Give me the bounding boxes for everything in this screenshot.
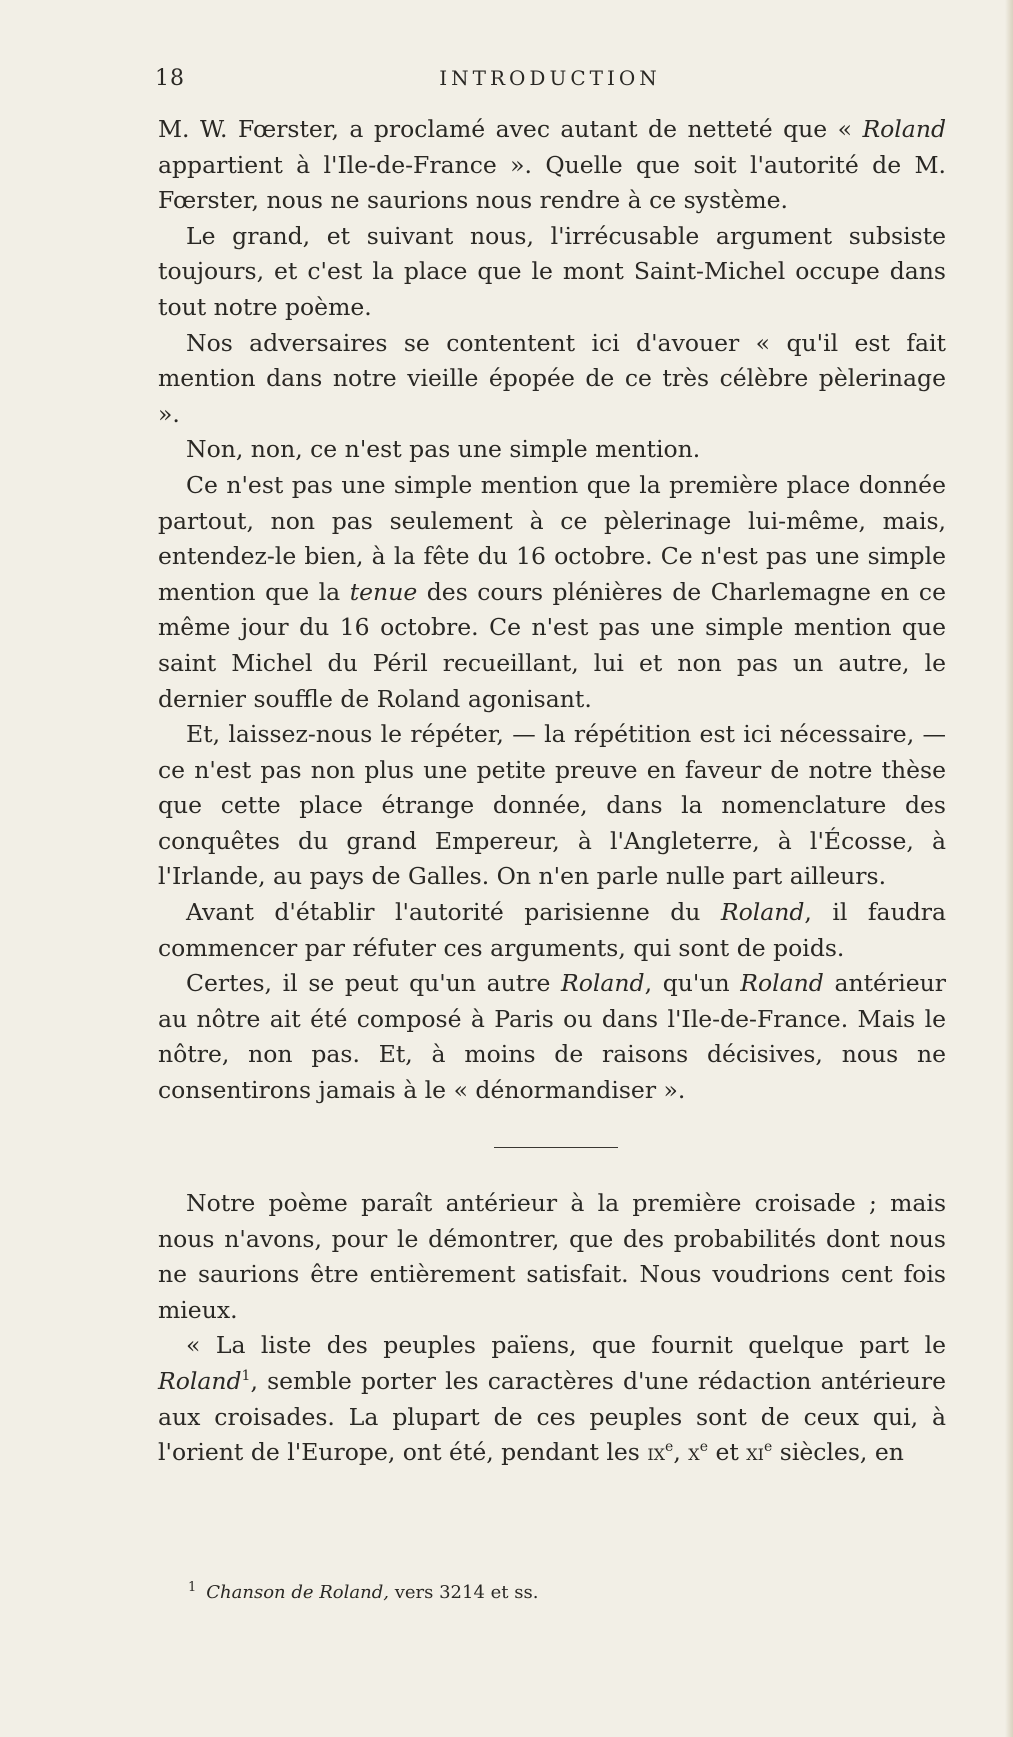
main-text — [158, 112, 946, 1109]
footnote-title: Chanson de Roland, — [206, 1582, 389, 1603]
footnote-number: 1 — [188, 1580, 197, 1595]
paragraph: M. W. Fœrster, a proclamé avec autant de netteté que « Roland appartient à l'Ile-de-France ». Quelle que soit l'autorité de M. Fœrster, nous ne saurions nous rendre à ce système. — [158, 115, 946, 215]
paragraph: Ce n'est pas une simple mention que la première place donnée partout, non pas seulement à ce pèlerinage lui-même, mais, entendez-le bien, à la fête du 16 octobre. Ce n'est pas une simple mention que la tenue des cours plénières de Charlemagne en ce même jour du 16 octobre. Ce n'est pas une simple mention que saint Michel du Péril recueillant, lui et non pas un autre, le dernier souffle de Roland agonisant. — [158, 470, 946, 713]
paragraph: Certes, il se peut qu'un autre Roland, qu'un Roland antérieur au nôtre ait été composé à Paris ou dans l'Ile-de-France. Mais le nôtre, non pas. Et, à moins de raisons décisives, nous ne consentirons jamais à le « dénormandiser ». — [158, 969, 946, 1105]
page-edge — [1005, 0, 1013, 1737]
page-number: 18 — [155, 66, 185, 91]
footnote — [188, 1580, 888, 1603]
paragraph: Et, laissez-nous le répéter, — la répétition est ici nécessaire, — ce n'est pas non plus une petite preuve en faveur de notre thèse que cette place étrange donnée, dans la nomenclature des conquêtes du grand Empereur, à l'Angleterre, à l'Écosse, à l'Irlande, au pays de Galles. On n'en parle nulle part ailleurs. — [158, 720, 946, 891]
paragraph: Avant d'établir l'autorité parisienne du Roland, il faudra commencer par réfuter ces arguments, qui sont de poids. — [158, 898, 946, 962]
paragraph: « La liste des peuples païens, que fournit quelque part le Roland$^1$, semble porter les caractères d'une rédaction antérieure aux croisades. La plupart de ces peuples sont de ceux qui, à l'orient de l'Europe, ont été, pendant les $ix^e$, $x^e$ et $xi^e$ siècles, en — [158, 1331, 946, 1467]
section-divider — [494, 1147, 618, 1148]
footnote-ref: 1 — [241, 1368, 251, 1385]
footnote-text: vers 3214 et ss. — [388, 1582, 539, 1603]
paragraph: Non, non, ce n'est pas une simple mention. — [186, 435, 701, 464]
paragraph: Nos adversaires se contentent ici d'avouer « qu'il est fait mention dans notre vieille épopée de ce très célèbre pèlerinage ». — [158, 328, 946, 428]
paragraph: Le grand, et suivant nous, l'irrécusable argument subsiste toujours, et c'est la place que le mont Saint-Michel occupe dans tout notre poème. — [158, 221, 946, 321]
paragraph: Notre poème paraît antérieur à la première croisade ; mais nous n'avons, pour le démontrer, que des probabilités dont nous ne saurions être entièrement satisfait. Nous voudrions cent fois mieux. — [158, 1189, 946, 1324]
running-head: INTRODUCTION — [439, 66, 661, 90]
page-header — [155, 66, 945, 96]
main-text-continued — [158, 1186, 946, 1471]
